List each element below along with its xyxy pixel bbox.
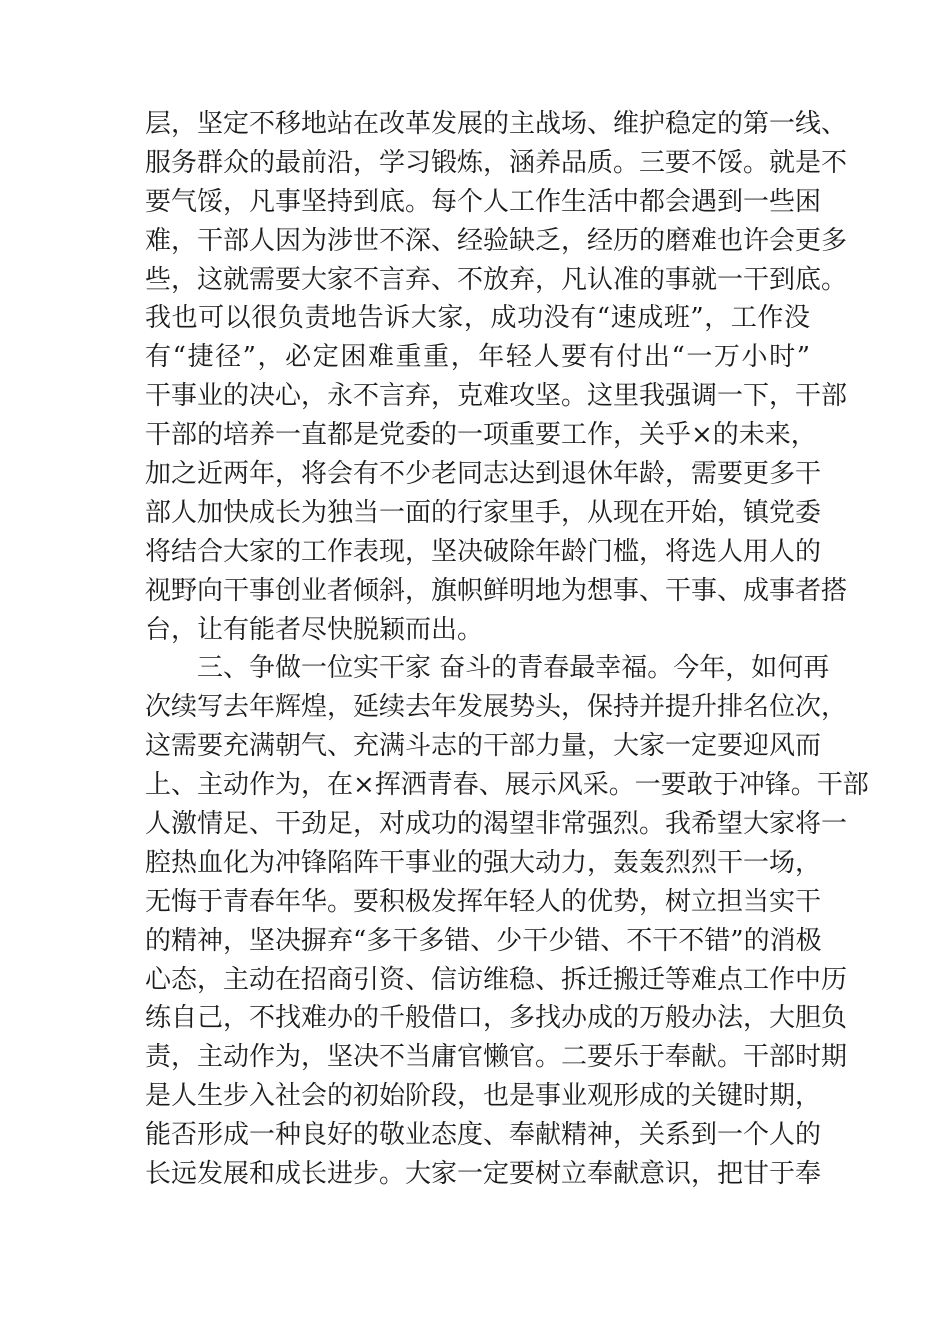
text-line: 能否形成一种良好的敬业态度、奉献精神，关系到一个人的 [145,1120,822,1151]
text-line: 有“捷径”，必定困难重重，年轻人要有付出“一万小时” [145,342,810,373]
text-line: 些，这就需要大家不言弃、不放弃，凡认准的事就一干到底。 [145,264,848,295]
body-text [145,105,869,1194]
text-line: 将结合大家的工作表现，坚决破除年龄门槛，将选人用人的 [145,536,822,567]
text-line: 这需要充满朝气、充满斗志的干部力量，大家一定要迎风而 [145,731,822,762]
text-line: 层，坚定不移地站在改革发展的主战场、维护稳定的第一线、 [145,109,848,139]
text-line: 视野向干事创业者倾斜，旗帜鲜明地为想事、干事、成事者搭 [145,575,848,606]
text-line: 人激情足、干劲足，对成功的渴望非常强烈。我希望大家将一 [145,809,848,840]
text-line: 加之近两年，将会有不少老同志达到退休年龄，需要更多干 [145,459,822,490]
text-line: 长远发展和成长进步。大家一定要树立奉献意识，把甘于奉 [145,1159,822,1190]
text-line: 无悔于青春年华。要积极发挥年轻人的优势，树立担当实干 [145,886,822,917]
text-line: 上、主动作为，在×挥洒青春、展示风采。一要敢于冲锋。干部 [145,770,869,801]
text-line: 服务群众的最前沿，学习锻炼，涵养品质。三要不馁。就是不 [145,147,848,178]
section-heading-line: 三、争做一位实干家 奋斗的青春最幸福。今年，如何再 [197,653,830,684]
text-line: 我也可以很负责地告诉大家，成功没有“速成班”，工作没 [145,303,810,334]
text-line: 腔热血化为冲锋陷阵干事业的强大动力，轰轰烈烈干一场， [145,847,822,878]
text-line: 是人生步入社会的初始阶段，也是事业观形成的关键时期， [145,1081,822,1112]
text-line: 干部的培养一直都是党委的一项重要工作，关乎×的未来， [145,420,817,451]
text-line: 要气馁，凡事坚持到底。每个人工作生活中都会遇到一些困 [145,186,822,217]
text-line: 心态，主动在招商引资、信访维稳、拆迁搬迁等难点工作中历 [145,964,848,995]
text-line: 的精神，坚决摒弃“多干多错、少干少错、不干不错”的消极 [145,925,822,956]
text-line: 责，主动作为，坚决不当庸官懒官。二要乐于奉献。干部时期 [145,1042,848,1073]
text-line: 难，干部人因为涉世不深、经验缺乏，经历的磨难也许会更多 [145,225,848,256]
text-line: 干事业的决心，永不言弃，克难攻坚。这里我强调一下，干部 [145,381,848,412]
paragraph-end-line: 台，让有能者尽快脱颖而出。 [145,614,484,645]
text-line: 练自己，不找难办的千般借口，多找办成的万般办法，大胆负 [145,1003,848,1034]
text-line: 次续写去年辉煌，延续去年发展势头，保持并提升排名位次， [145,692,848,723]
text-line: 部人加快成长为独当一面的行家里手，从现在开始，镇党委 [145,497,822,528]
